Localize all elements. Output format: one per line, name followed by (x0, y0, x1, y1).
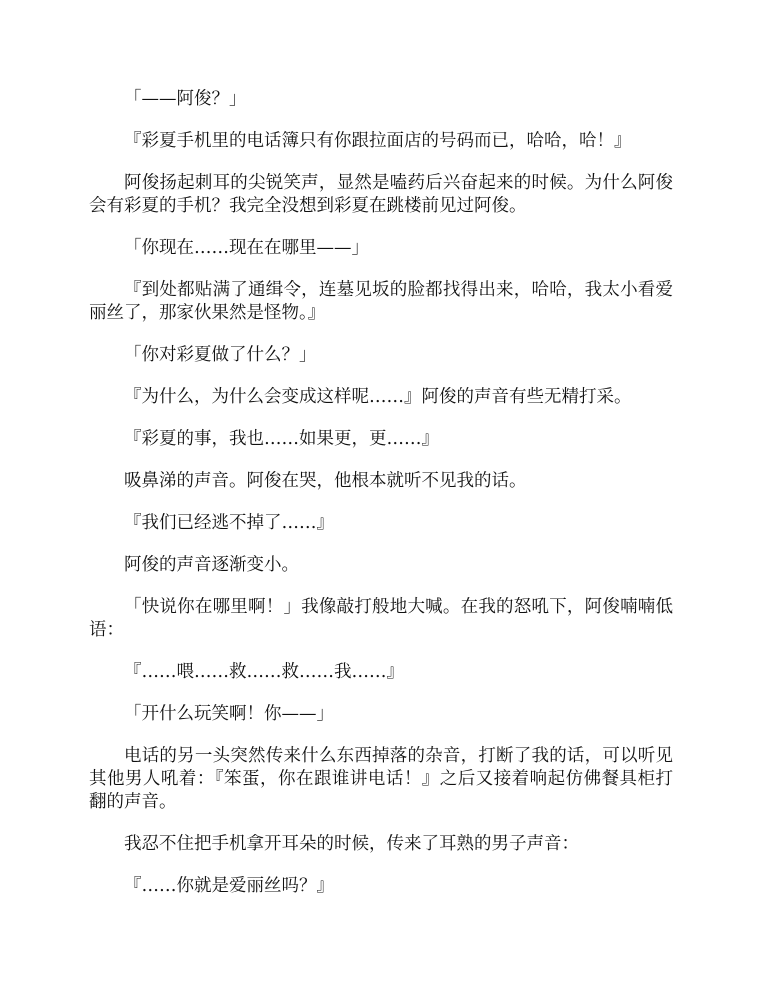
paragraph-16: 我忍不住把手机拿开耳朵的时候，传来了耳熟的男子声音： (124, 834, 579, 854)
paragraph-10: 『我们已经逃不掉了……』 (124, 513, 334, 533)
paragraph-2: 『彩夏手机里的电话簿只有你跟拉面店的号码而已，哈哈，哈！』 (124, 131, 632, 151)
paragraph-6: 「你对彩夏做了什么？」 (124, 345, 317, 365)
paragraph-14: 「开什么玩笑啊！你——」 (124, 704, 334, 724)
paragraph-1: 「——阿俊？」 (124, 89, 247, 109)
paragraph-3: 阿俊扬起刺耳的尖锐笑声，显然是嗑药后兴奋起来的时候。为什么阿俊会有彩夏的手机？我完全没想到彩夏在跳楼前见过阿俊。 (89, 173, 673, 216)
paragraph-5: 『到处都贴满了通缉令，连墓见坂的脸都找得出来，哈哈，我太小看爱丽丝了，那家伙果然是怪物。』 (89, 280, 673, 323)
paragraph-12: 「快说你在哪里啊！」我像敲打般地大喊。在我的怒吼下，阿俊喃喃低语： (89, 597, 673, 640)
paragraph-17: 『……你就是爱丽丝吗？』 (124, 876, 334, 896)
paragraph-7: 『为什么，为什么会变成这样呢……』阿俊的声音有些无精打采。 (124, 387, 632, 407)
paragraph-15: 电话的另一头突然传来什么东西掉落的杂音，打断了我的话，可以听见其他男人吼着：『笨蛋，你在跟谁讲电话！』之后又接着响起仿佛餐具柜打翻的声音。 (89, 746, 673, 812)
paragraph-9: 吸鼻涕的声音。阿俊在哭，他根本就听不见我的话。 (124, 471, 527, 491)
paragraph-13: 『……喂……救……救……我……』 (124, 662, 404, 682)
paragraph-4: 「你现在……现在在哪里——」 (124, 238, 369, 258)
paragraph-8: 『彩夏的事，我也……如果更，更……』 (124, 429, 439, 449)
text-column (89, 88, 673, 917)
paragraph-11: 阿俊的声音逐渐变小。 (124, 555, 299, 575)
